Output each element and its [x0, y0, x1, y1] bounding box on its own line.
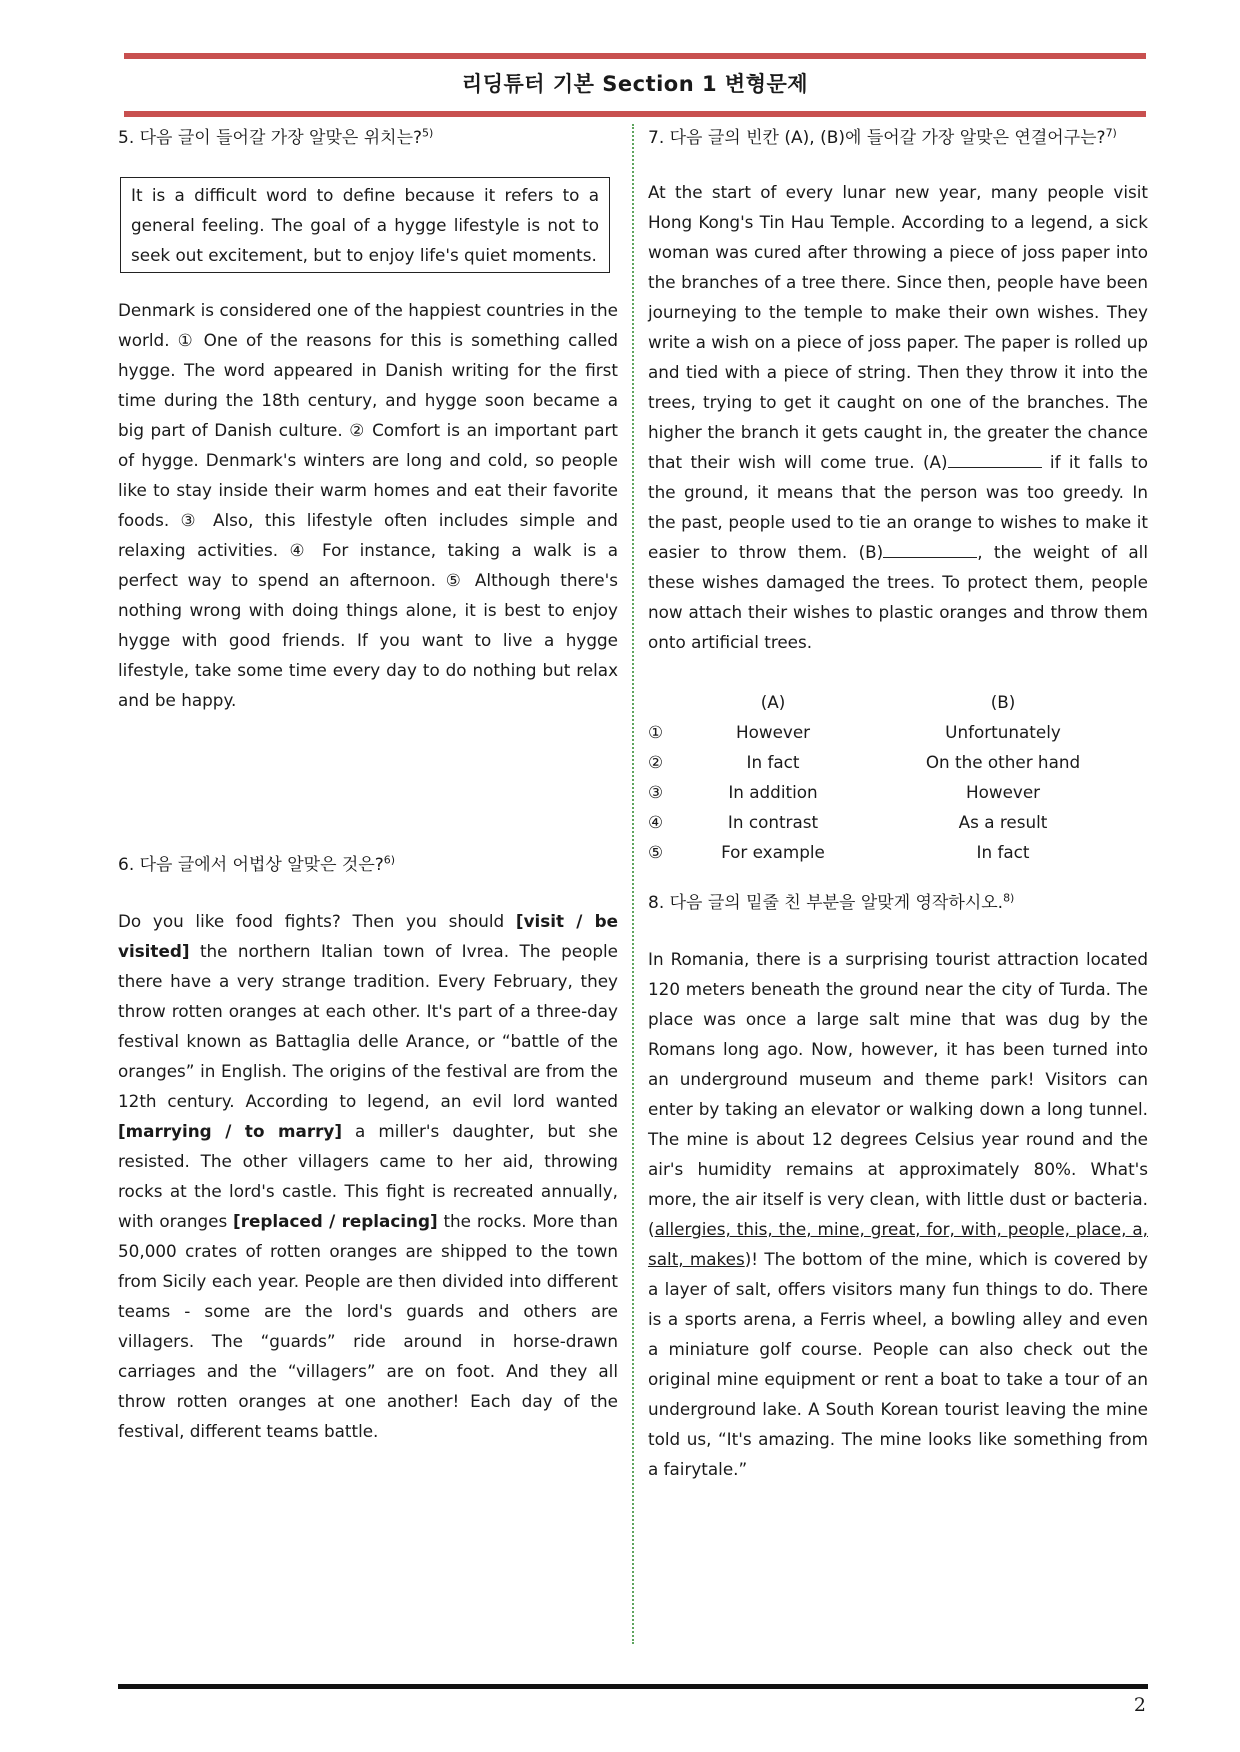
choice-number: ⑤	[648, 842, 664, 862]
question-6-prompt: 6. 다음 글에서 어법상 알맞은 것은?$^{6)}$	[118, 853, 396, 875]
choice-a: In fact	[746, 752, 800, 772]
choice-b: Unfortunately	[945, 722, 1061, 742]
footnote-marker: 6)	[383, 853, 396, 867]
question-7-number: 7.	[648, 128, 665, 148]
page-number: 2	[1133, 1694, 1146, 1716]
blank-a	[948, 451, 1042, 468]
grammar-choice-2: [marrying / to marry]	[118, 1121, 342, 1141]
question-5-number: 5.	[118, 128, 135, 148]
column-a-header: (A)	[760, 692, 786, 712]
choice-a: In contrast	[727, 812, 819, 832]
insert-sentence-box	[120, 177, 610, 273]
choice-b: In fact	[976, 842, 1030, 862]
question-7-prompt: 7. 다음 글의 빈칸 (A), (B)에 들어갈 가장 알맞은 연결어구는?$^{7)}$	[648, 126, 1117, 148]
choice-b: However	[965, 782, 1041, 802]
choice-a: In addition	[728, 782, 818, 802]
choice-a: However	[735, 722, 811, 742]
choice-b: As a result	[958, 812, 1048, 832]
insert-sentence-text: It is a difficult word to define because it refers to a general feeling. The goal of a hygge lifestyle is not to seek out excitement, but to enjoy life's quiet moments.	[131, 185, 599, 265]
question-6	[118, 851, 618, 1446]
answer-choices-table	[648, 687, 1148, 867]
blank-b-label: (B)	[858, 542, 884, 562]
footnote-marker: 7)	[1105, 126, 1117, 140]
column-divider	[632, 124, 634, 1644]
choice-number: ③	[648, 782, 664, 802]
choice-row	[648, 747, 1148, 777]
question-8-passage: In Romania, there is a surprising tourist attraction located 120 meters beneath the ground near the city of Turda. The place was once a large salt mine that was dug by the Romans long ago. Now, however, it has been turned into an underground museum and theme park! Visitors can enter by taking an elevator or walking down a long tunnel. The mine is about 12 degrees Celsius year round and the air's humidity remains at approximately 80%. What's more, the air itself is very clean, with little dust or bacteria. (allergies, this, the, mine, great, for, with, people, place, a, salt, makes)! The bottom of the mine, which is covered by a layer of salt, offers visitors many fun things to do. There is a sports arena, a Ferris wheel, a bowling alley and even a miniature golf course. People can also check out the original mine equipment or rent a boat to take a tour of an underground lake. A South Korean tourist leaving the mine told us, “It's amazing. The mine looks like something from a fairytale.”	[648, 949, 1148, 1479]
choice-a: For example	[721, 842, 825, 862]
blank-a-label: (A)	[922, 452, 948, 472]
footer-rule	[118, 1684, 1148, 1689]
choice-b: On the other hand	[925, 752, 1081, 772]
choice-row	[648, 837, 1148, 867]
choice-row	[648, 807, 1148, 837]
choice-number: ④	[648, 812, 664, 832]
question-6-number: 6.	[118, 855, 135, 875]
left-column	[118, 124, 618, 1446]
page-title: 리딩튜터 기본 Section 1 변형문제	[461, 72, 809, 96]
question-5-passage: Denmark is considered one of the happiest countries in the world. ① One of the reasons for this is something called hygge. The word appeared in Danish writing for the first time during the 18th century, and hygge soon became a big part of Danish culture. ② Comfort is an important part of hygge. Denmark's winters are long and cold, so people like to stay inside their warm homes and eat their favorite foods. ③ Also, this lifestyle often includes simple and relaxing activities. ④ For instance, taking a walk is a perfect way to spend an afternoon. ⑤ Although there's nothing wrong with doing things alone, it is best to enjoy hygge with good friends. If you want to live a hygge lifestyle, take some time every day to do nothing but relax and be happy.	[118, 300, 618, 710]
choices-header-row	[648, 687, 1148, 717]
grammar-choice-3: [replaced / replacing]	[233, 1211, 438, 1231]
column-b-header: (B)	[990, 692, 1016, 712]
choice-number: ②	[648, 752, 664, 772]
choice-row	[648, 777, 1148, 807]
question-8-prompt: 8. 다음 글의 밑줄 친 부분을 알맞게 영작하시오.$^{8)}$	[648, 891, 1015, 913]
question-6-passage: Do you like food fights? Then you should [visit / be visited] the northern Italian town of Ivrea. The people there have a very strange tradition. Every February, they throw rotten oranges at each other. It's part of a three-day festival known as Battaglia delle Arance, or “battle of the oranges” in English. The origins of the festival are from the 12th century. According to legend, an evil lord wanted [marrying / to marry] a miller's daughter, but she resisted. The other villagers came to her aid, throwing rocks at the lord's castle. This fight is recreated annually, with oranges [replaced / replacing] the rocks. More than 50,000 crates of rotten oranges are shipped to the town from Sicily each year. People are then divided into different teams - some are the lord's guards and others are villagers. The “guards” ride around in horse-drawn carriages and the “villagers” are on foot. And they all throw rotten oranges at one another! Each day of the festival, different teams battle.	[118, 911, 619, 1441]
question-7	[648, 124, 1148, 867]
question-5-prompt: 5. 다음 글이 들어갈 가장 알맞은 위치는?$^{5)}$	[118, 126, 434, 148]
choice-row	[648, 717, 1148, 747]
underlined-word-list: allergies, this, the, mine, great, for, with, people, place, a, salt, makes	[648, 1219, 1148, 1269]
right-column	[648, 124, 1148, 1484]
header-bottom-rule	[124, 111, 1146, 117]
blank-b	[883, 541, 977, 558]
header-top-rule	[124, 53, 1146, 59]
footnote-marker: 8)	[1003, 891, 1015, 905]
choice-number: ①	[648, 722, 664, 742]
grammar-choice-1: [visit / be visited]	[118, 911, 618, 961]
question-5	[118, 124, 618, 715]
footnote-marker: 5)	[422, 126, 434, 140]
question-8-number: 8.	[648, 893, 665, 913]
question-8	[648, 889, 1148, 1484]
question-7-passage: At the start of every lunar new year, many people visit Hong Kong's Tin Hau Temple. According to a legend, a sick woman was cured after throwing a piece of joss paper into the branches of a tree there. Since then, people have been journeying to the temple to make their own wishes. They write a wish on a piece of joss paper. The paper is rolled up and tied with a piece of string. Then they throw it into the trees, trying to get it caught on one of the branches. The higher the branch it gets caught in, the greater the chance that their wish will come true. (A) if it falls to the ground, it means that the person was too greedy. In the past, people used to tie an orange to wishes to make it easier to throw them. (B) , the weight of all these wishes damaged the trees. To protect them, people now attach their wishes to plastic oranges and throw them onto artificial trees.	[648, 182, 1148, 652]
